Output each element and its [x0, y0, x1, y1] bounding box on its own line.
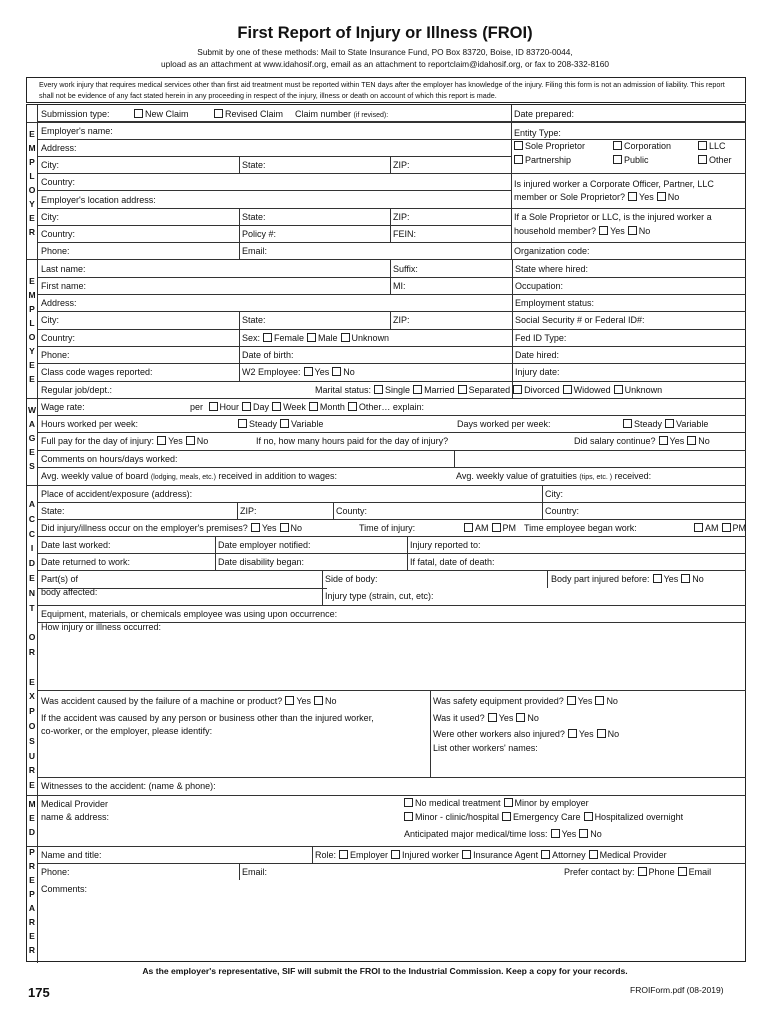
- preparer-name-title-field[interactable]: Name and title:: [41, 850, 102, 860]
- employer-section-label: [27, 127, 37, 239]
- employee-section-letter: L: [29, 318, 35, 328]
- employer-section-letter: O: [28, 185, 36, 195]
- date-last-worked-field[interactable]: Date last worked:: [41, 540, 111, 550]
- machine-failure-field: Was accident caused by the failure of a machine or product? Yes No: [41, 696, 337, 706]
- other-entity-option[interactable]: Other: [695, 155, 732, 166]
- accident-place-field[interactable]: Place of accident/exposure (address):: [41, 489, 193, 499]
- salary-continue-field: Did salary continue? Yes No: [574, 436, 710, 446]
- date-of-birth-field[interactable]: Date of birth:: [242, 350, 294, 360]
- state-hired-field[interactable]: State where hired:: [515, 264, 589, 274]
- days-variable-checkbox[interactable]: [665, 419, 674, 428]
- employer-zip-field[interactable]: ZIP:: [393, 160, 410, 170]
- household-no-checkbox[interactable]: [628, 226, 637, 235]
- form-id: FROIForm.pdf (08-2019): [630, 985, 724, 995]
- hours-variable-checkbox[interactable]: [280, 419, 289, 428]
- employer-section-letter: L: [29, 171, 35, 181]
- accident-city-field[interactable]: City:: [545, 489, 563, 499]
- household-question-line2: household member? Yes No: [514, 226, 651, 236]
- parts-affected-line2[interactable]: body affected:: [41, 587, 98, 597]
- contact-email-checkbox[interactable]: [678, 867, 687, 876]
- accident-section-letter: O: [28, 632, 36, 643]
- accident-section-letter: X: [29, 691, 35, 702]
- accident-section-letter: O: [28, 720, 36, 731]
- occupation-field[interactable]: Occupation:: [515, 281, 564, 291]
- employee-section-letter: M: [28, 290, 36, 300]
- marital-status-field: Marital status: Single Married Separated Divorced Widowed Unknown: [315, 385, 663, 395]
- caused-by-line1[interactable]: If the accident was caused by any person or business other than the injured worker,: [41, 713, 374, 723]
- minor-employer-checkbox[interactable]: [504, 798, 513, 807]
- full-pay-field: Full pay for the day of injury: Yes No: [41, 436, 209, 446]
- employee-section-label: [27, 274, 37, 386]
- marital-unknown-checkbox[interactable]: [614, 385, 623, 394]
- employee-section-letter: O: [28, 332, 36, 342]
- employee-city-field[interactable]: City:: [41, 315, 59, 325]
- per-month-checkbox[interactable]: [309, 402, 318, 411]
- employer-city-field[interactable]: City:: [41, 160, 59, 170]
- body-part-before-field: Body part injured before: Yes No: [551, 574, 704, 584]
- employer-section-letter: P: [29, 157, 35, 167]
- hours-comments-field[interactable]: Comments on hours/days worked:: [41, 454, 178, 464]
- accident-section-letter: R: [28, 646, 36, 657]
- other-entity-checkbox[interactable]: [698, 155, 707, 164]
- preparer-phone-field[interactable]: Phone:: [41, 867, 70, 877]
- employer-email-field[interactable]: Email:: [242, 246, 268, 256]
- employee-mi-field[interactable]: MI:: [393, 281, 406, 291]
- prefer-contact-field: Prefer contact by: Phone Email: [564, 867, 712, 877]
- medical-provider-line1[interactable]: Medical Provider: [41, 799, 109, 809]
- footer-statement: As the employer's representative, SIF will submit the FROI to the Industrial Commission. Keep a copy for your records.: [142, 966, 628, 976]
- preparer-section-letter: E: [29, 931, 35, 941]
- employee-last-name-field[interactable]: Last name:: [41, 264, 86, 274]
- per-day-checkbox[interactable]: [242, 402, 251, 411]
- fed-id-type-field[interactable]: Fed ID Type:: [515, 333, 567, 343]
- employee-section-letter: P: [29, 304, 35, 314]
- accident-section-letter: C: [28, 513, 36, 524]
- accident-section-letter: E: [29, 572, 35, 583]
- wage-rate-field[interactable]: Wage rate:: [41, 402, 85, 412]
- anticipated-no-checkbox[interactable]: [579, 829, 588, 838]
- accident-section-label: [27, 497, 37, 793]
- new-claim-checkbox[interactable]: [134, 109, 143, 118]
- claim-number-label[interactable]: Claim number (if revised):: [295, 109, 389, 119]
- widowed-checkbox[interactable]: [563, 385, 572, 394]
- employee-phone-field[interactable]: Phone:: [41, 350, 70, 360]
- hours-steady-checkbox[interactable]: [238, 419, 247, 428]
- employer-section-letter: E: [29, 129, 35, 139]
- employer-name-field[interactable]: Employer's name:: [41, 126, 113, 136]
- full-pay-no-checkbox[interactable]: [186, 436, 195, 445]
- accident-section-letter: N: [28, 587, 36, 598]
- submit-instructions-line2: upload as an attachment at www.idahosif.org, email as an attachment to reportclaim@idahosif.org, or fax to 208-332-8160: [161, 59, 609, 69]
- employer-location-address-field[interactable]: Employer's location address:: [41, 195, 156, 205]
- sole-proprietor-checkbox[interactable]: [514, 141, 523, 150]
- married-checkbox[interactable]: [413, 385, 422, 394]
- safety-provided-field: Was safety equipment provided? Yes No: [433, 696, 618, 706]
- emergency-checkbox[interactable]: [502, 812, 511, 821]
- divorced-checkbox[interactable]: [513, 385, 522, 394]
- w2-no-checkbox[interactable]: [332, 367, 341, 376]
- role-medical-provider-checkbox[interactable]: [589, 850, 598, 859]
- accident-section-letter: S: [29, 735, 35, 746]
- medical-section-letter: D: [28, 827, 36, 837]
- list-other-workers-field[interactable]: List other workers' names:: [433, 743, 538, 753]
- public-checkbox[interactable]: [613, 155, 622, 164]
- machine-no-checkbox[interactable]: [314, 696, 323, 705]
- accident-section-letter: [27, 660, 37, 675]
- injury-date-field[interactable]: Injury date:: [515, 367, 560, 377]
- employee-state-field[interactable]: State:: [242, 315, 266, 325]
- preparer-section-letter: E: [29, 875, 35, 885]
- contact-phone-checkbox[interactable]: [638, 867, 647, 876]
- per-other-checkbox[interactable]: [348, 402, 357, 411]
- accident-county-field[interactable]: County:: [336, 506, 368, 516]
- employee-section-letter: E: [29, 374, 35, 384]
- class-code-field[interactable]: Class code wages reported:: [41, 367, 153, 377]
- sex-unknown-checkbox[interactable]: [341, 333, 350, 342]
- medical-provider-line2[interactable]: name & address:: [41, 812, 110, 822]
- per-hour-checkbox[interactable]: [209, 402, 218, 411]
- employee-zip-field[interactable]: ZIP:: [393, 315, 410, 325]
- wages-section-letter: G: [28, 433, 36, 443]
- regular-job-field[interactable]: Regular job/dept.:: [41, 385, 113, 395]
- preparer-section-letter: R: [28, 945, 36, 955]
- safety-no-checkbox[interactable]: [595, 696, 604, 705]
- fein-field[interactable]: FEIN:: [393, 229, 417, 239]
- employer-location-state-field[interactable]: State:: [242, 212, 266, 222]
- w2-employee-field: W2 Employee: Yes No: [242, 367, 355, 377]
- employee-first-name-field[interactable]: First name:: [41, 281, 87, 291]
- male-checkbox[interactable]: [307, 333, 316, 342]
- was-it-used-field: Was it used? Yes No: [433, 713, 539, 723]
- revised-claim-option[interactable]: Revised Claim: [211, 109, 283, 120]
- revised-claim-checkbox[interactable]: [214, 109, 223, 118]
- began-am-checkbox[interactable]: [694, 523, 703, 532]
- preparer-section-letter: R: [28, 861, 36, 871]
- accident-section-letter: P: [29, 706, 35, 717]
- sex-field: Sex: Female Male Unknown: [242, 333, 390, 343]
- employee-section-letter: Y: [29, 346, 35, 356]
- minor-clinic-checkbox[interactable]: [404, 812, 413, 821]
- submit-instructions-line1: Submit by one of these methods: Mail to State Insurance Fund, PO Box 83720, Boise, ID 83720-0044,: [197, 47, 573, 57]
- household-question-line1: If a Sole Proprietor or LLC, is the injured worker a: [514, 212, 712, 222]
- corporation-option[interactable]: Corporation: [610, 141, 671, 152]
- days-steady-checkbox[interactable]: [623, 419, 632, 428]
- full-pay-yes-checkbox[interactable]: [157, 436, 166, 445]
- preparer-email-field[interactable]: Email:: [242, 867, 268, 877]
- side-of-body-field[interactable]: Side of body:: [325, 574, 378, 584]
- officer-yes-checkbox[interactable]: [628, 192, 637, 201]
- others-injured-field: Were other workers also injured? Yes No: [433, 729, 620, 739]
- before-yes-checkbox[interactable]: [653, 574, 662, 583]
- officer-question-line2: member or Sole Proprietor? Yes No: [514, 192, 680, 202]
- wage-period-field: per Hour Day Week Month Other… explain:: [190, 402, 424, 412]
- notice-box: Every work injury that requires medical services other than first aid treatment must be reported within TEN days after the employer has knowledge of the injury. Filing this form is not an admission of liability. This report shall not be evidence of any fact stated herein in any proceeding in respect of the injury, illness or death on account of which this report is made.: [26, 77, 746, 103]
- llc-option[interactable]: LLC: [695, 141, 726, 152]
- others-no-checkbox[interactable]: [597, 729, 606, 738]
- submission-type-label: Submission type:: [41, 109, 110, 119]
- accident-zip-field[interactable]: ZIP:: [240, 506, 257, 516]
- employer-state-field[interactable]: State:: [242, 160, 266, 170]
- injury-am-pm: AM PM: [461, 523, 516, 534]
- accident-section-letter: E: [29, 676, 35, 687]
- employer-location-zip-field[interactable]: ZIP:: [393, 212, 410, 222]
- date-of-death-field[interactable]: If fatal, date of death:: [410, 557, 495, 567]
- employer-section-letter: M: [28, 143, 36, 153]
- wages-section-letter: A: [28, 419, 36, 429]
- employee-section-letter: E: [29, 360, 35, 370]
- board-value-field[interactable]: Avg. weekly value of board (lodging, meals, etc.) received in addition to wages:: [41, 471, 337, 481]
- employer-address-field[interactable]: Address:: [41, 143, 77, 153]
- entity-type-label: Entity Type:: [514, 128, 561, 138]
- how-occurred-field[interactable]: How injury or illness occurred:: [41, 622, 162, 632]
- partnership-checkbox[interactable]: [514, 155, 523, 164]
- preparer-section-letter: P: [29, 889, 35, 899]
- days-per-week-field[interactable]: Days worked per week:: [457, 419, 551, 429]
- salary-no-checkbox[interactable]: [687, 436, 696, 445]
- medical-treatment-row2: Minor - clinic/hospital Emergency Care Hospitalized overnight: [401, 812, 683, 823]
- employer-section-letter: E: [29, 213, 35, 223]
- machine-yes-checkbox[interactable]: [285, 696, 294, 705]
- preparer-comments-field[interactable]: Comments:: [41, 884, 88, 894]
- wages-section-label: [27, 403, 37, 473]
- preparer-section-letter: A: [28, 903, 36, 913]
- employer-location-city-field[interactable]: City:: [41, 212, 59, 222]
- others-yes-checkbox[interactable]: [568, 729, 577, 738]
- salary-yes-checkbox[interactable]: [659, 436, 668, 445]
- employer-country-field[interactable]: Country:: [41, 177, 76, 187]
- date-disability-field[interactable]: Date disability began:: [218, 557, 305, 567]
- wages-section-letter: S: [29, 461, 35, 471]
- time-began-work-field[interactable]: Time employee began work:: [524, 523, 637, 533]
- page-number: 175: [28, 985, 50, 1000]
- employee-suffix-field[interactable]: Suffix:: [393, 264, 418, 274]
- on-premises-field: Did injury/illness occur on the employer's premises? Yes No: [41, 523, 303, 533]
- role-attorney-checkbox[interactable]: [541, 850, 550, 859]
- hours-steady-variable: Steady Variable: [235, 419, 323, 430]
- time-of-injury-field[interactable]: Time of injury:: [359, 523, 416, 533]
- accident-section-letter: C: [28, 528, 36, 539]
- equipment-field[interactable]: Equipment, materials, or chemicals employee was using upon occurrence:: [41, 609, 338, 619]
- accident-section-letter: D: [28, 558, 36, 569]
- no-treatment-checkbox[interactable]: [404, 798, 413, 807]
- partnership-option[interactable]: Partnership: [511, 155, 571, 166]
- employee-section-letter: E: [29, 276, 35, 286]
- hours-per-week-field[interactable]: Hours worked per week:: [41, 419, 139, 429]
- accident-section-letter: R: [28, 765, 36, 776]
- parts-affected-line1[interactable]: Part(s) of: [41, 574, 79, 584]
- accident-section-letter: E: [29, 780, 35, 791]
- single-checkbox[interactable]: [374, 385, 383, 394]
- w2-yes-checkbox[interactable]: [304, 367, 313, 376]
- ssn-field[interactable]: Social Security # or Federal ID#:: [515, 315, 645, 325]
- new-claim-option[interactable]: New Claim: [131, 109, 189, 120]
- medical-section-label: [27, 797, 37, 839]
- sole-proprietor-option[interactable]: Sole Proprietor: [511, 141, 585, 152]
- organization-code-field[interactable]: Organization code:: [514, 246, 590, 256]
- began-am-pm: AM PM: [691, 523, 746, 534]
- medical-treatment-row1: No medical treatment Minor by employer: [401, 798, 589, 809]
- accident-country-field[interactable]: Country:: [545, 506, 580, 516]
- date-prepared-label[interactable]: Date prepared:: [514, 109, 575, 119]
- employer-section-letter: R: [28, 227, 36, 237]
- officer-question-line1: Is injured worker a Corporate Officer, Partner, LLC: [514, 179, 714, 189]
- separated-checkbox[interactable]: [458, 385, 467, 394]
- employer-location-country-field[interactable]: Country:: [41, 229, 76, 239]
- preparer-section-label: [27, 845, 37, 957]
- employee-address-field[interactable]: Address:: [41, 298, 77, 308]
- household-yes-checkbox[interactable]: [599, 226, 608, 235]
- medical-section-letter: M: [28, 799, 36, 809]
- employee-country-field[interactable]: Country:: [41, 333, 76, 343]
- accident-section-letter: I: [30, 543, 34, 554]
- medical-section-letter: E: [29, 813, 35, 823]
- wages-section-letter: E: [29, 447, 35, 457]
- injury-am-checkbox[interactable]: [464, 523, 473, 532]
- per-week-checkbox[interactable]: [272, 402, 281, 411]
- role-employer-checkbox[interactable]: [339, 850, 348, 859]
- hours-paid-field[interactable]: If no, how many hours paid for the day of injury?: [256, 436, 449, 446]
- witnesses-field[interactable]: Witnesses to the accident: (name & phone):: [41, 781, 216, 791]
- caused-by-line2[interactable]: co-worker, or the employer, please identify:: [41, 726, 213, 736]
- llc-checkbox[interactable]: [698, 141, 707, 150]
- premises-no-checkbox[interactable]: [280, 523, 289, 532]
- employer-phone-field[interactable]: Phone:: [41, 246, 70, 256]
- accident-section-letter: T: [29, 602, 35, 613]
- began-pm-checkbox[interactable]: [722, 523, 731, 532]
- injury-type-field[interactable]: Injury type (strain, cut, etc):: [325, 591, 434, 601]
- role-insurance-agent-checkbox[interactable]: [462, 850, 471, 859]
- injury-reported-to-field[interactable]: Injury reported to:: [410, 540, 481, 550]
- preparer-section-letter: P: [29, 847, 35, 857]
- accident-section-letter: [27, 615, 37, 630]
- officer-no-checkbox[interactable]: [657, 192, 666, 201]
- female-checkbox[interactable]: [263, 333, 272, 342]
- used-no-checkbox[interactable]: [516, 713, 525, 722]
- preparer-role-field: Role: Employer Injured worker Insurance Agent Attorney Medical Provider: [315, 850, 667, 860]
- accident-section-letter: U: [28, 750, 36, 761]
- public-option[interactable]: Public: [610, 155, 649, 166]
- corporation-checkbox[interactable]: [613, 141, 622, 150]
- anticipated-loss-field: Anticipated major medical/time loss: Yes No: [404, 829, 602, 839]
- date-employer-notified-field[interactable]: Date employer notified:: [218, 540, 311, 550]
- anticipated-yes-checkbox[interactable]: [551, 829, 560, 838]
- premises-yes-checkbox[interactable]: [251, 523, 260, 532]
- accident-section-letter: A: [28, 499, 36, 509]
- safety-yes-checkbox[interactable]: [567, 696, 576, 705]
- injury-pm-checkbox[interactable]: [492, 523, 501, 532]
- used-yes-checkbox[interactable]: [488, 713, 497, 722]
- role-injured-worker-checkbox[interactable]: [391, 850, 400, 859]
- accident-state-field[interactable]: State:: [41, 506, 65, 516]
- date-hired-field[interactable]: Date hired:: [515, 350, 560, 360]
- employment-status-field[interactable]: Employment status:: [515, 298, 595, 308]
- froi-form: [26, 104, 746, 962]
- gratuities-value-field[interactable]: Avg. weekly value of gratuities (tips, etc. ) received:: [456, 471, 652, 481]
- hospitalized-checkbox[interactable]: [584, 812, 593, 821]
- days-steady-variable: Steady Variable: [620, 419, 708, 430]
- employer-section-letter: Y: [29, 199, 35, 209]
- date-returned-field[interactable]: Date returned to work:: [41, 557, 131, 567]
- form-title: First Report of Injury or Illness (FROI): [237, 24, 533, 42]
- policy-number-field[interactable]: Policy #:: [242, 229, 277, 239]
- before-no-checkbox[interactable]: [681, 574, 690, 583]
- wages-section-letter: W: [27, 405, 37, 415]
- preparer-section-letter: R: [28, 917, 36, 927]
